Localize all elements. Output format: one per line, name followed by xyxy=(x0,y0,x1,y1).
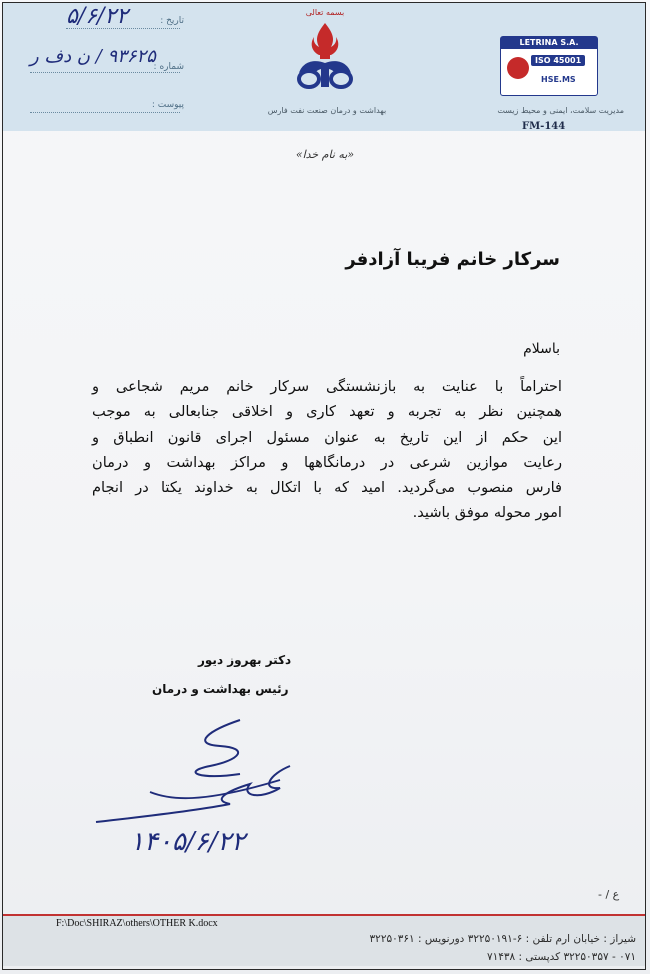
department-name: مدیریت سلامت، ایمنی و محیط زیست xyxy=(497,106,624,115)
attachment-label: پیوست : xyxy=(151,100,184,110)
file-path: F:\Doc\SHIRAZ\others\OTHER K.docx xyxy=(56,918,218,929)
greeting: باسلام xyxy=(523,341,560,357)
page-border xyxy=(2,2,646,970)
recipient: سرکار خانم فریبا آزادفر xyxy=(345,249,560,270)
bismillah: بسمه تعالی xyxy=(305,8,345,17)
reference-mark: ع / - xyxy=(598,888,620,901)
body-line: امور محوله موفق باشید. xyxy=(412,504,562,522)
cert-iso: ISO 45001 xyxy=(531,55,585,66)
cert-hse: HSE.MS xyxy=(541,75,576,84)
body-line: احتراماً با عنایت به بازنشستگی سرکار خانم مریم شجاعی و xyxy=(92,378,562,395)
date-label: تاریخ : xyxy=(160,16,184,26)
signer-title: رئیس بهداشت و درمان xyxy=(152,682,289,696)
cert-company: LETRINA S.A. xyxy=(501,37,597,49)
address-line: شیراز : خیابان ارم تلفن : ۶-۳۲۲۵۰۱۹۱ دورنویس : ۳۲۲۵۰۳۶۱ xyxy=(369,933,636,945)
body-line: این حکم از این تاریخ به عنوان مسئول اجرای قانون انطباق و xyxy=(92,428,562,446)
number-label: شماره : xyxy=(153,62,184,72)
body-line: همچنین نظر به تجربه و تعهد کاری و اخلاقی جنابعالی به موجب xyxy=(92,403,562,421)
form-code: FM-144 xyxy=(522,121,566,132)
handwritten-date: ۱۴۰۵/۶/۲۲ xyxy=(130,827,246,857)
date-value: ۵/۶/۲۲ xyxy=(66,4,129,29)
organization-name: بهداشت و درمان صنعت نفت فارس xyxy=(267,106,387,115)
body-line: فارس منصوب می‌گردید. امید که با اتکال به خداوند یکتا در انجام xyxy=(92,479,562,497)
body-line: رعایت موازین شرعی در درمانگاهها و مراکز بهداشت و درمان xyxy=(92,453,562,471)
signer-name: دکتر بهروز دیور xyxy=(198,653,292,667)
number-value: ۹۳۶۲۵ / ن دف ر xyxy=(30,46,156,67)
address-line-2: ۰۷۱ - ۳۲۲۵۰۳۵۷ کدپستی : ۷۱۴۳۸ xyxy=(487,951,636,963)
invocation: «به نام خدا» xyxy=(295,148,355,161)
